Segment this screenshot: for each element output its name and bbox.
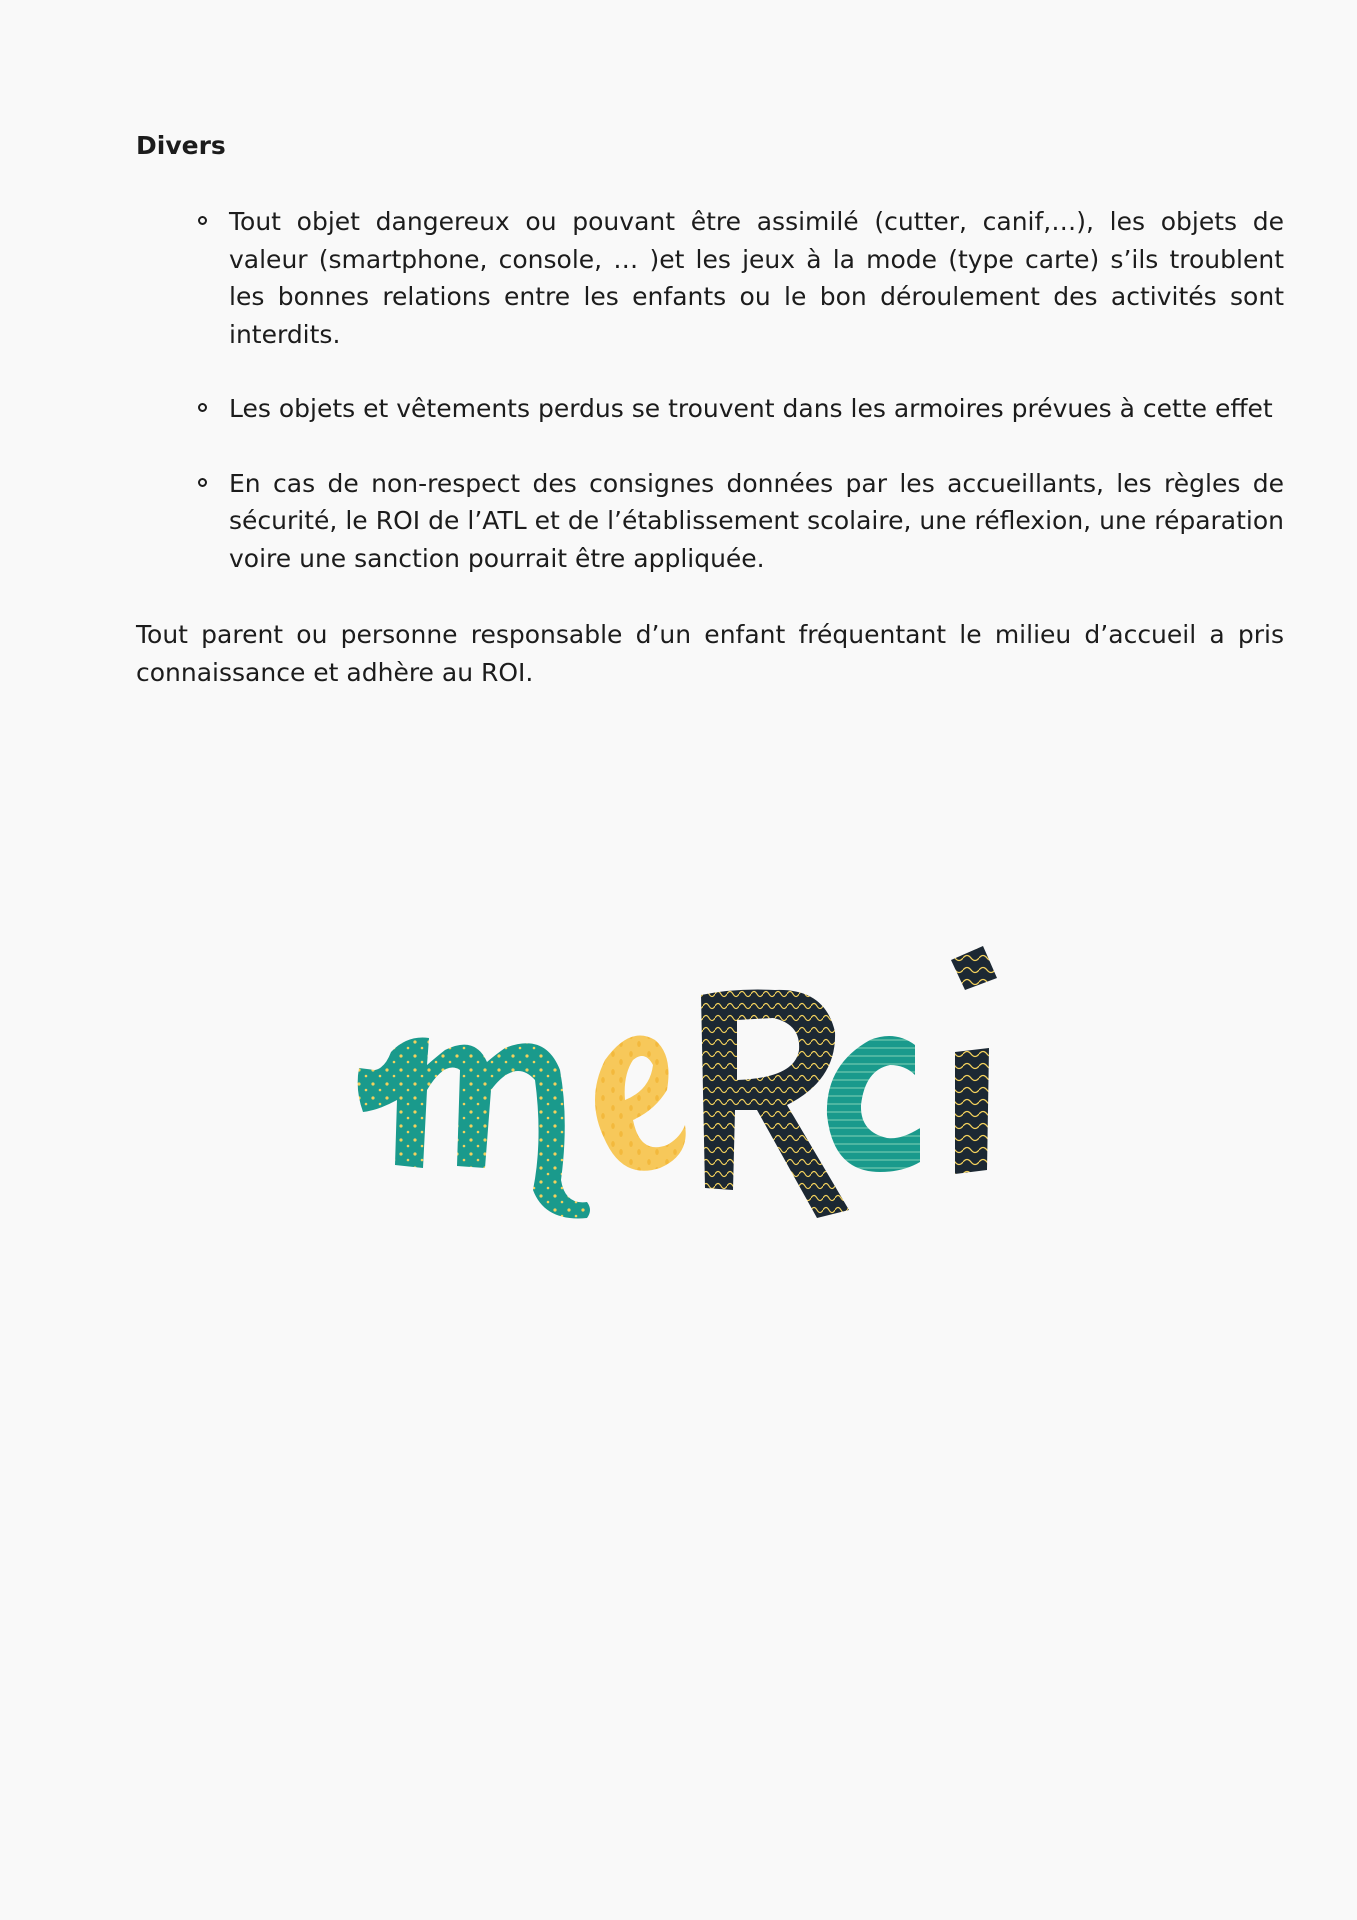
letter-e <box>595 1036 686 1171</box>
list-item <box>136 203 1284 353</box>
closing-paragraph: Tout parent ou personne responsable d’un enfant fréquentant le milieu d’accueil a pris connaissance et adhère au ROI. <box>136 620 1284 687</box>
list-item-text: Les objets et vêtements perdus se trouvent dans les armoires prévues à cette effet <box>229 394 1273 423</box>
list-item <box>136 390 1284 428</box>
bullet-circle-icon <box>198 403 207 412</box>
bullet-circle-icon <box>198 216 207 225</box>
letter-i-dot <box>951 946 997 990</box>
rules-list <box>136 203 1284 614</box>
letter-i-stem <box>955 1048 989 1174</box>
list-item-text: En cas de non-respect des consignes données par les accueillants, les règles de sécurité, le ROI de l’ATL et de l’établissement scolaire, une réflexion, une réparation voire une sanction pourrait être appliquée. <box>229 468 1284 573</box>
letter-m <box>358 1038 590 1219</box>
list-item <box>136 465 1284 578</box>
list-item-text: Tout objet dangereux ou pouvant être assimilé (cutter, canif,…), les objets de valeur (smartphone, console, … )et les jeux à la mode (type carte) s’ils troublent les bonnes relations entre les enfants ou le bon déroulement des activités sont interdits. <box>229 207 1284 349</box>
letter-r <box>701 990 849 1218</box>
merci-lettering-illustration <box>355 940 1000 1230</box>
section-title: Divers <box>136 131 226 160</box>
letter-c <box>827 1036 920 1172</box>
bullet-circle-icon <box>198 478 207 487</box>
